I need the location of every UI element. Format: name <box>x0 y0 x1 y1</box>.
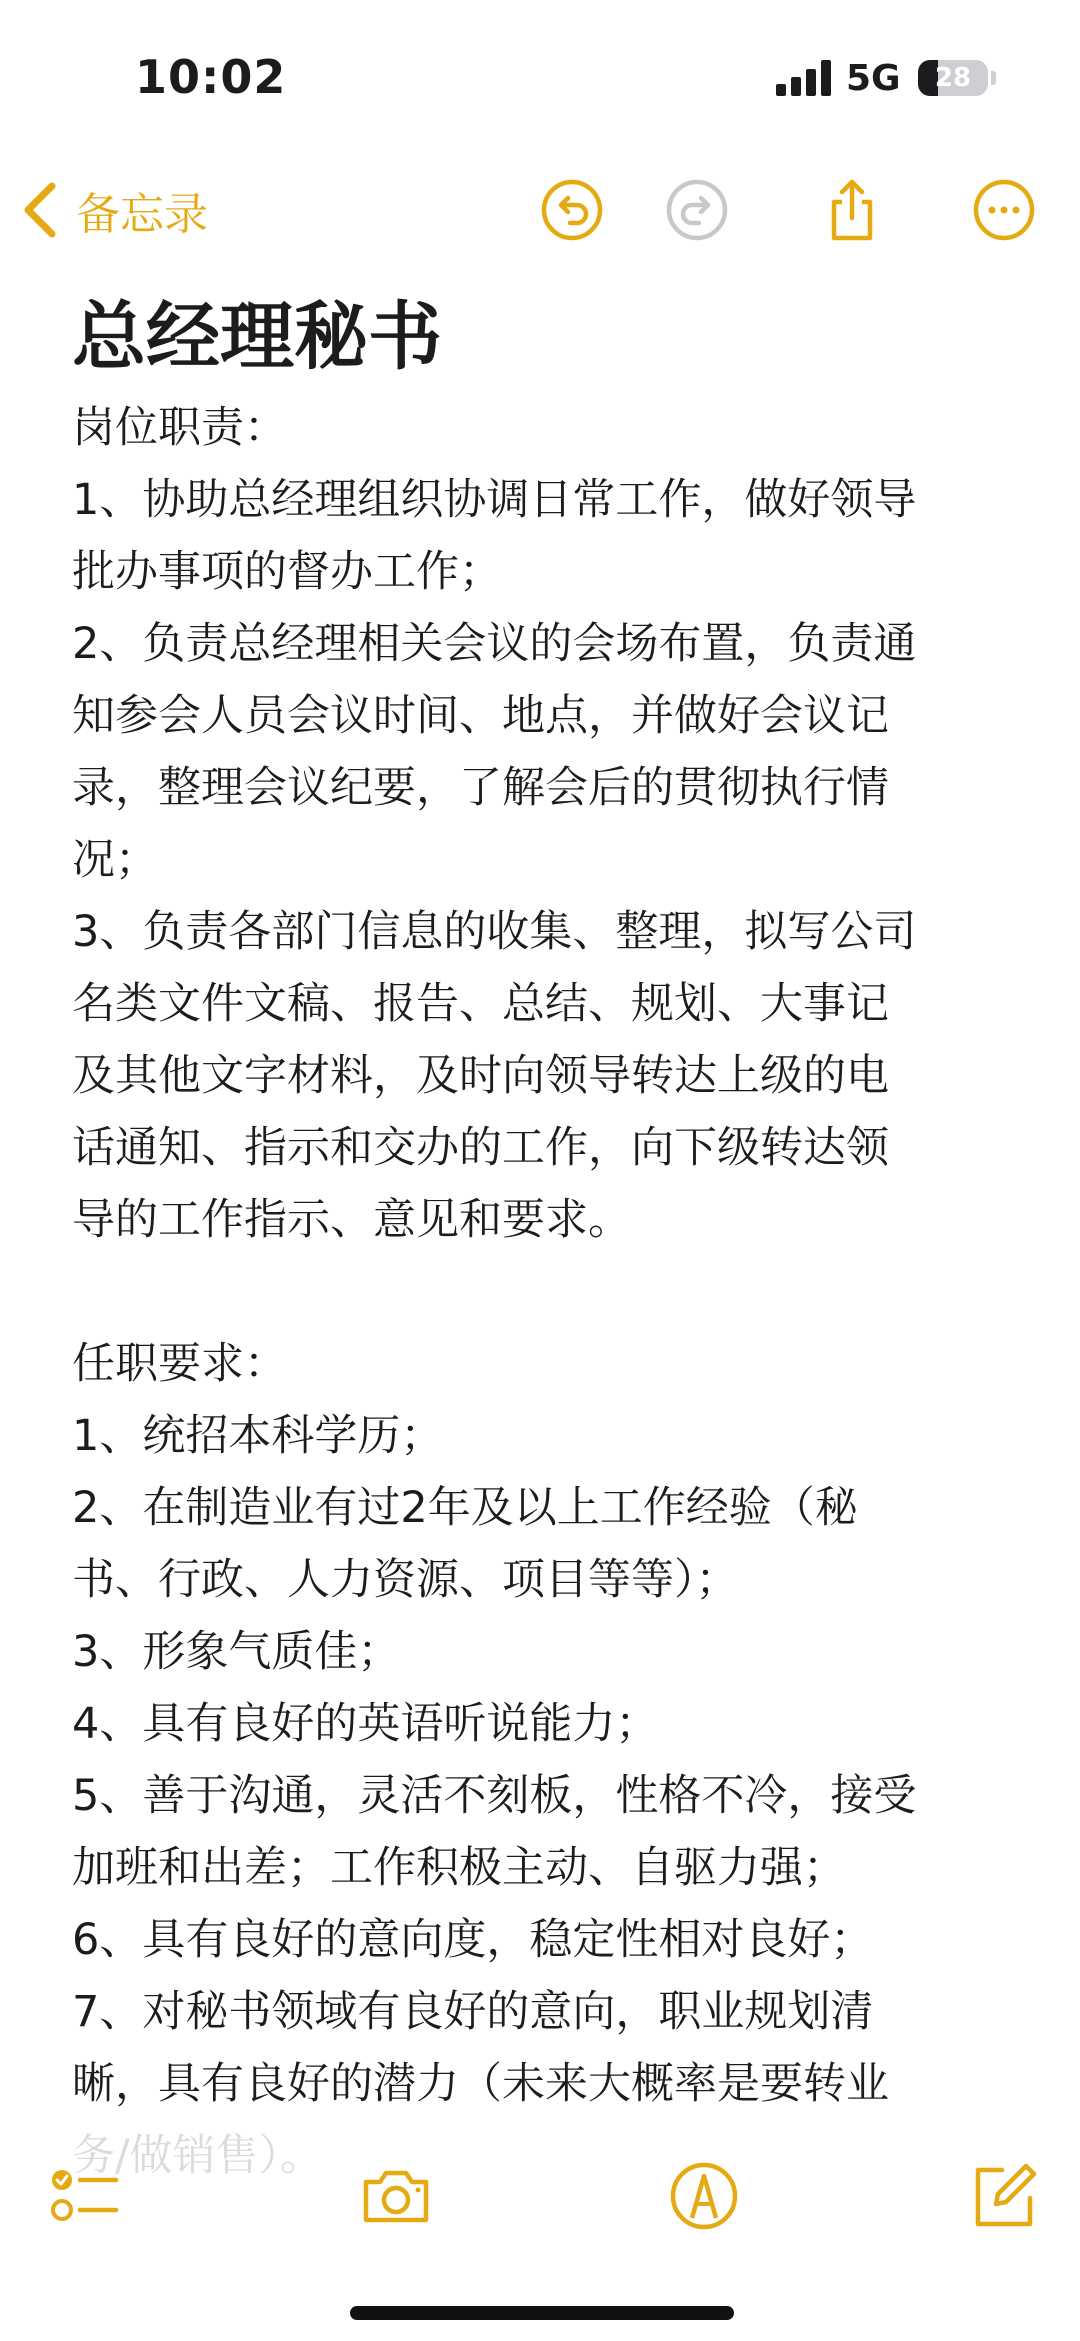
status-bar <box>0 0 1080 150</box>
bottom-toolbar <box>0 2150 1080 2250</box>
compose-button[interactable] <box>968 2160 1040 2232</box>
note-line: 岗位职责： <box>72 403 287 453</box>
signal-icon <box>776 60 832 96</box>
battery-icon <box>918 60 988 96</box>
note-line: 加班和出差；工作积极主动、自驱力强； <box>72 1843 846 1893</box>
note-line: 5、善于沟通，灵活不刻板，性格不冷，接受 <box>72 1771 917 1821</box>
share-icon <box>820 178 884 242</box>
redo-button[interactable] <box>665 178 729 242</box>
note-line: 批办事项的督办工作； <box>72 547 502 597</box>
chevron-left-icon <box>20 180 60 240</box>
note-line: 6、具有良好的意向度，稳定性相对良好； <box>72 1915 874 1965</box>
back-button[interactable] <box>20 172 208 248</box>
note-line: 录，整理会议纪要，了解会后的贯彻执行情 <box>72 763 889 813</box>
note-line-faded: 务/做销售）。 <box>72 2131 323 2181</box>
compose-icon <box>968 2160 1040 2232</box>
camera-button[interactable] <box>360 2160 432 2232</box>
checklist-button[interactable] <box>48 2160 120 2232</box>
note-line: 书、行政、人力资源、项目等等）； <box>72 1555 739 1605</box>
camera-icon <box>360 2160 432 2232</box>
nav-bar <box>0 150 1080 270</box>
more-icon <box>972 178 1036 242</box>
battery-cap <box>991 71 996 85</box>
status-time: 10:02 <box>135 50 287 104</box>
back-label: 备忘录 <box>76 189 208 240</box>
note-line: 3、负责各部门信息的收集、整理，拟写公司 <box>72 907 917 957</box>
markup-button[interactable] <box>668 2160 740 2232</box>
note-line: 及其他文字材料，及时向领导转达上级的电 <box>72 1051 889 1101</box>
note-line: 7、对秘书领域有良好的意向，职业规划清 <box>72 1987 874 2037</box>
note-line: 1、协助总经理组织协调日常工作，做好领导 <box>72 475 917 525</box>
note-line: 1、统招本科学历； <box>72 1411 444 1461</box>
note-line: 名类文件文稿、报告、总结、规划、大事记 <box>72 979 889 1029</box>
battery-level: 28 <box>934 63 972 93</box>
network-type: 5G <box>846 58 901 99</box>
note-line: 晰，具有良好的潜力（未来大概率是要转业 <box>72 2059 889 2109</box>
undo-button[interactable] <box>540 178 604 242</box>
more-button[interactable] <box>972 178 1036 242</box>
note-title[interactable]: 总经理秘书 <box>72 294 442 380</box>
home-indicator[interactable] <box>350 2306 734 2320</box>
note-line: 任职要求： <box>72 1339 287 1389</box>
note-line: 3、形象气质佳； <box>72 1627 401 1677</box>
note-line: 导的工作指示、意见和要求。 <box>72 1195 631 1245</box>
note-body[interactable] <box>72 392 1022 2192</box>
share-button[interactable] <box>820 178 884 242</box>
note-line: 2、负责总经理相关会议的会场布置，负责通 <box>72 619 917 669</box>
checklist-icon <box>48 2160 120 2232</box>
undo-icon <box>540 178 604 242</box>
markup-icon <box>668 2160 740 2232</box>
note-line: 话通知、指示和交办的工作，向下级转达领 <box>72 1123 889 1173</box>
note-line: 知参会人员会议时间、地点，并做好会议记 <box>72 691 889 741</box>
note-line-blank <box>72 1256 1022 1328</box>
redo-icon <box>665 178 729 242</box>
note-line: 况； <box>72 835 158 885</box>
note-line: 4、具有良好的英语听说能力； <box>72 1699 659 1749</box>
note-line: 2、在制造业有过2年及以上工作经验（秘 <box>72 1483 858 1533</box>
